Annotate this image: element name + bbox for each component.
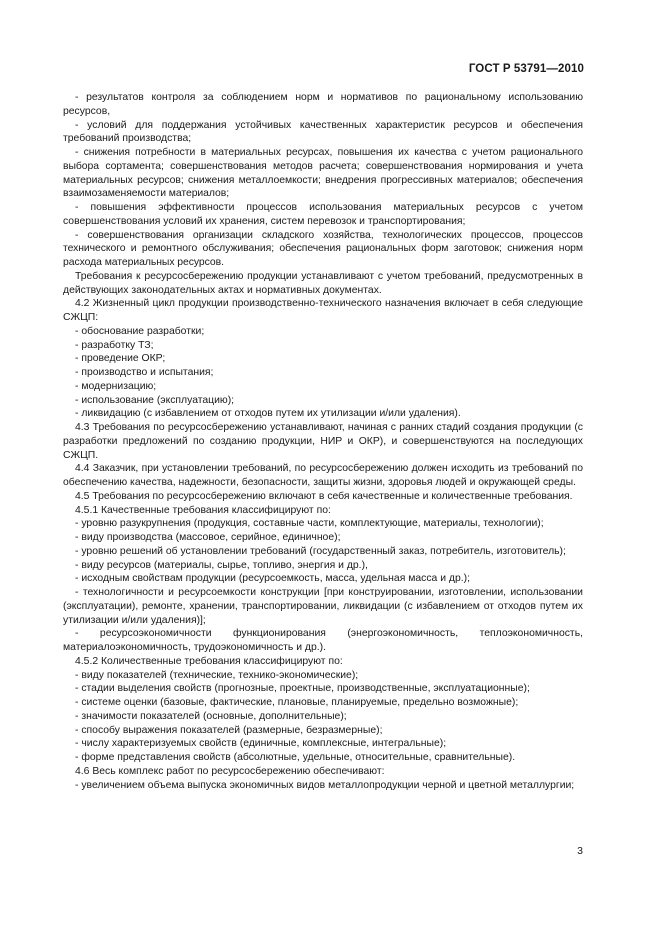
list-item: - виду производства (массовое, серийное, единичное);: [75, 532, 341, 543]
section-4-6: 4.6 Весь комплекс работ по ресурсосбережению обеспечивают:: [75, 765, 385, 777]
list-item: - ресурсоэкономичности функционирования (энергоэкономичность, теплоэкономичность, материалоэкономичность, трудоэкономичность и др.).: [63, 628, 583, 653]
list-item: - использование (эксплуатацию);: [75, 394, 235, 406]
list-item: - исходным свойствам продукции (ресурсоемкость, масса, удельная масса и др.);: [75, 573, 470, 585]
list-item: - разработку ТЗ;: [75, 339, 154, 351]
list-item: - стадии выделения свойств (прогнозные, проектные, производственные, эксплуатационные);: [75, 683, 530, 695]
section-4-3: 4.3 Требования по ресурсосбережению устанавливают, начиная с ранних стадий создания продукции (с разработки предложений по созданию продукции, НИР и ОКР), и совершенствуются на последующих СЖЦП.: [63, 422, 583, 461]
list-item: - результатов контроля за соблюдением норм и нормативов по рациональному использованию ресурсов,: [63, 92, 583, 117]
section-4-5-1: 4.5.1 Качественные требования классифицируют по:: [75, 504, 331, 516]
list-item: - обоснование разработки;: [75, 325, 205, 337]
list-item: - уровню разукрупнения (продукция, составные части, комплектующие, материалы, технологии);: [75, 518, 544, 530]
list-item: - повышения эффективности процессов использования материальных ресурсов с учетом совершенствования условий их хранения, систем перевозок и транспортирования;: [63, 202, 583, 227]
document-standard-header: ГОСТ Р 53791—2010: [468, 63, 584, 75]
list-item: - совершенствования организации складского хозяйства, технологических процессов, процессов технического и ремонтного обслуживания; обеспечения рациональных форм заготовок; снижения норм расхода материальных ресурсов.: [63, 229, 583, 268]
list-item: - виду ресурсов (материалы, сырье, топливо, энергия и др.),: [75, 559, 368, 571]
list-item: - системе оценки (базовые, фактические, плановые, планируемые, предельно возможные);: [75, 697, 519, 708]
section-4-5: 4.5 Требования по ресурсосбережению включают в себя качественные и количественные требования.: [75, 490, 573, 502]
list-item: - способу выражения показателей (размерные, безразмерные);: [75, 724, 383, 736]
list-item: - проведение ОКР;: [75, 353, 166, 365]
list-item: - снижения потребности в материальных ресурсах, повышения их качества с учетом рационального выбора сортамента; совершенствования методов расчета; совершенствования нормирования и учета материальных ресурсов; снижения металлоемкости; внедрения прогрессивных материалов; обеспечения взаимозаменяемости материалов;: [63, 147, 583, 200]
list-item: - виду показателей (технические, технико-экономические);: [75, 669, 359, 681]
list-item: - ликвидацию (с избавлением от отходов путем их утилизации и/или удаления).: [75, 408, 461, 420]
section-4-2: 4.2 Жизненный цикл продукции производственно-технического назначения включает в себя следующие СЖЦП:: [63, 298, 583, 323]
list-item: - условий для поддержания устойчивых качественных характеристик ресурсов и обеспечения требований производства;: [63, 119, 583, 145]
list-item: - увеличением объема выпуска экономичных видов металлопродукции черной и цветной металлургии;: [75, 779, 575, 791]
list-item: - числу характеризуемых свойств (единичные, комплексные, интегральные);: [75, 738, 447, 750]
list-item: - форме представления свойств (абсолютные, удельные, относительные, сравнительные).: [75, 752, 516, 763]
document-body: [63, 91, 583, 792]
list-item: - значимости показателей (основные, дополнительные);: [75, 710, 347, 722]
list-item: - уровню решений об установлении требований (государственный заказ, потребитель, изготовитель);: [75, 545, 566, 557]
list-item: - модернизацию;: [75, 380, 157, 392]
section-4-4: 4.4 Заказчик, при установлении требований, по ресурсосбережению должен исходить из требований по обеспечению качества, надежности, безопасности, защиты жизни, здоровья людей и окружающей среды.: [63, 463, 583, 488]
list-item: - производство и испытания;: [75, 367, 214, 378]
list-item: - технологичности и ресурсоемкости конструкции [при конструировании, изготовлении, использовании (эксплуатации), ремонте, хранении, транспортировании, ликвидации (с избавлением от отходов путем их утилизации и/или удаления)];: [63, 587, 583, 626]
section-4-5-2: 4.5.2 Количественные требования классифицируют по:: [75, 655, 343, 667]
page-number: 3: [577, 845, 583, 857]
paragraph: Требования к ресурсосбережению продукции устанавливают с учетом требований, предусмотренных в действующих законодательных актах и нормативных документах.: [63, 270, 583, 296]
